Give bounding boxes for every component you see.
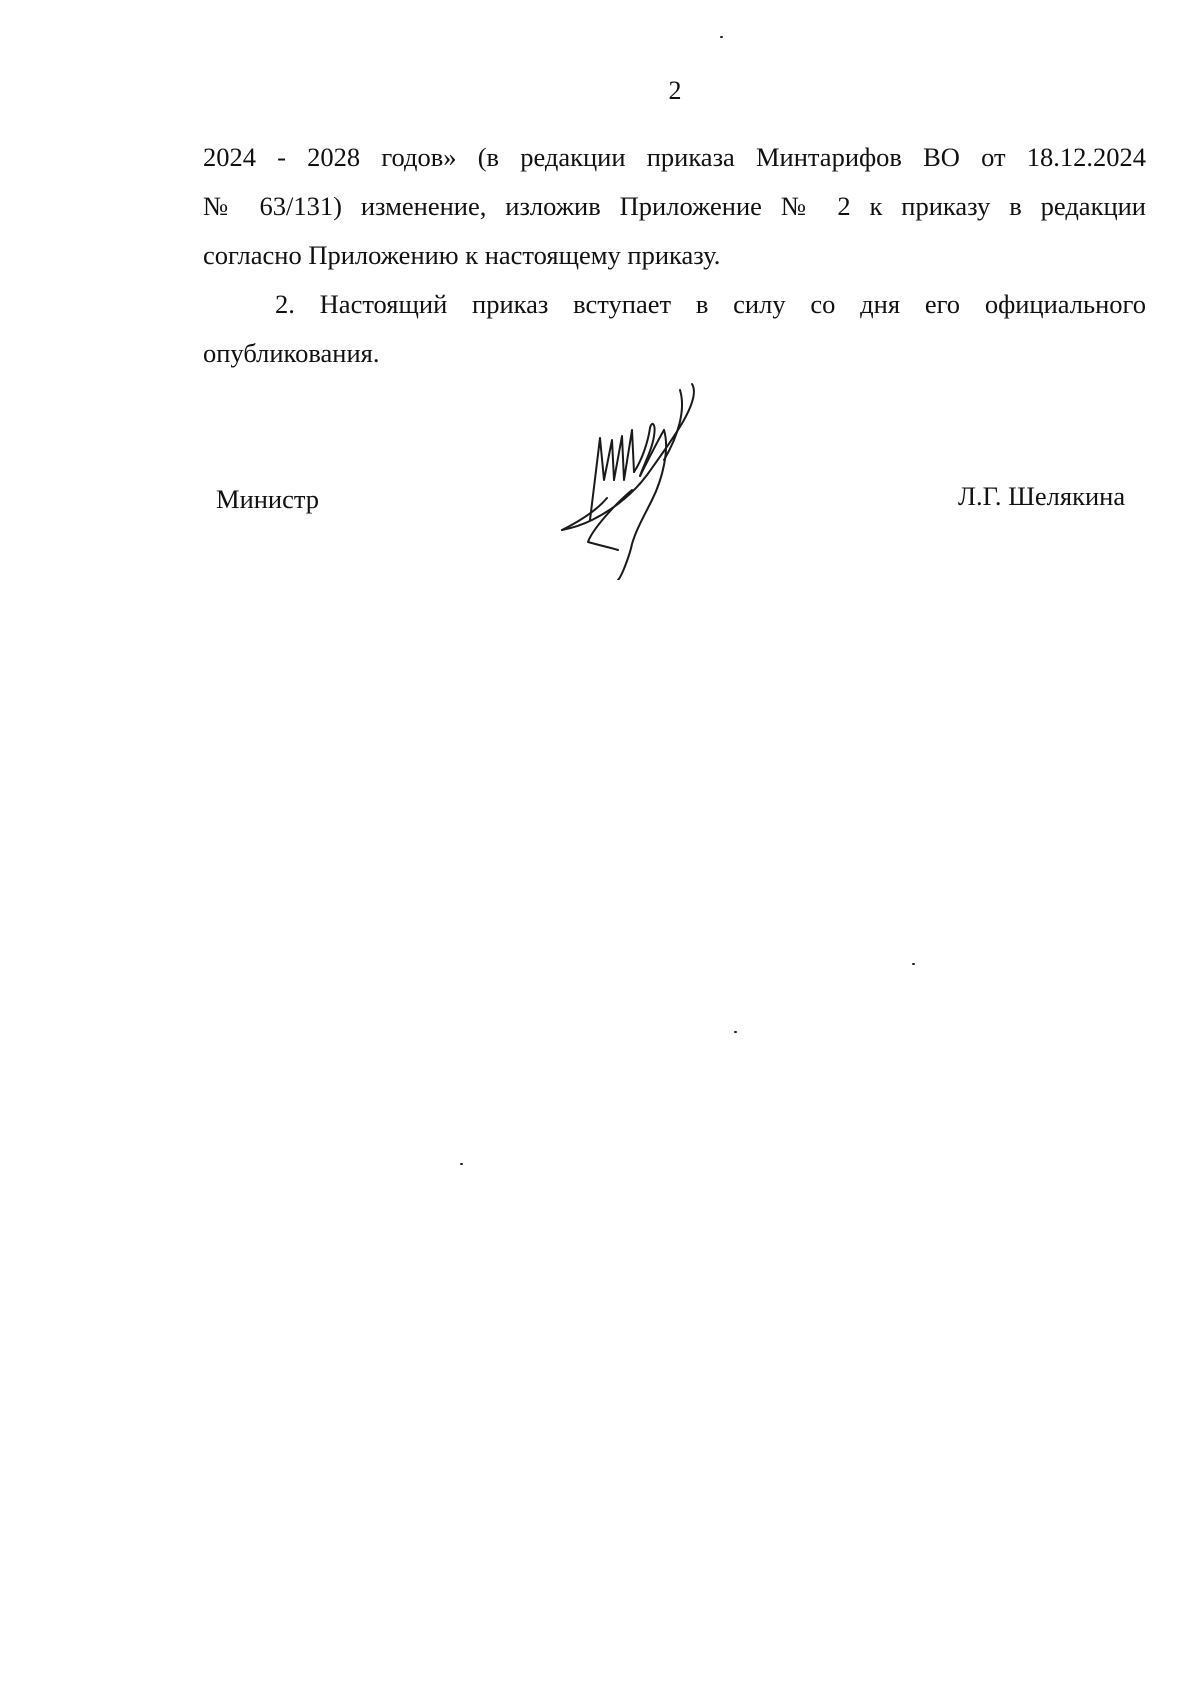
handwritten-signature <box>552 380 722 580</box>
signature-block <box>0 0 1200 600</box>
paragraph-2-line-2: опубликования. <box>203 338 380 368</box>
paragraph-1-line-3: согласно Приложению к настоящему приказу. <box>203 240 721 270</box>
page-number: 2 <box>668 76 682 105</box>
signatory-name: Л.Г. Шелякина <box>958 481 1126 511</box>
paragraph-2-line-1: 2. Настоящий приказ вступает в силу со дня его официального <box>275 289 1146 319</box>
paragraph-1-line-2: № 63/131) изменение, изложив Приложение № 2 к приказу в редакции <box>203 191 1146 221</box>
scan-speck <box>912 963 915 965</box>
paragraph-1-line-1: 2024 - 2028 годов» (в редакции приказа Минтарифов ВО от 18.12.2024 <box>203 142 1146 172</box>
scan-speck <box>734 1031 737 1033</box>
scan-speck <box>460 1163 463 1165</box>
scan-speck <box>720 36 723 38</box>
signatory-position: Министр <box>216 484 320 514</box>
